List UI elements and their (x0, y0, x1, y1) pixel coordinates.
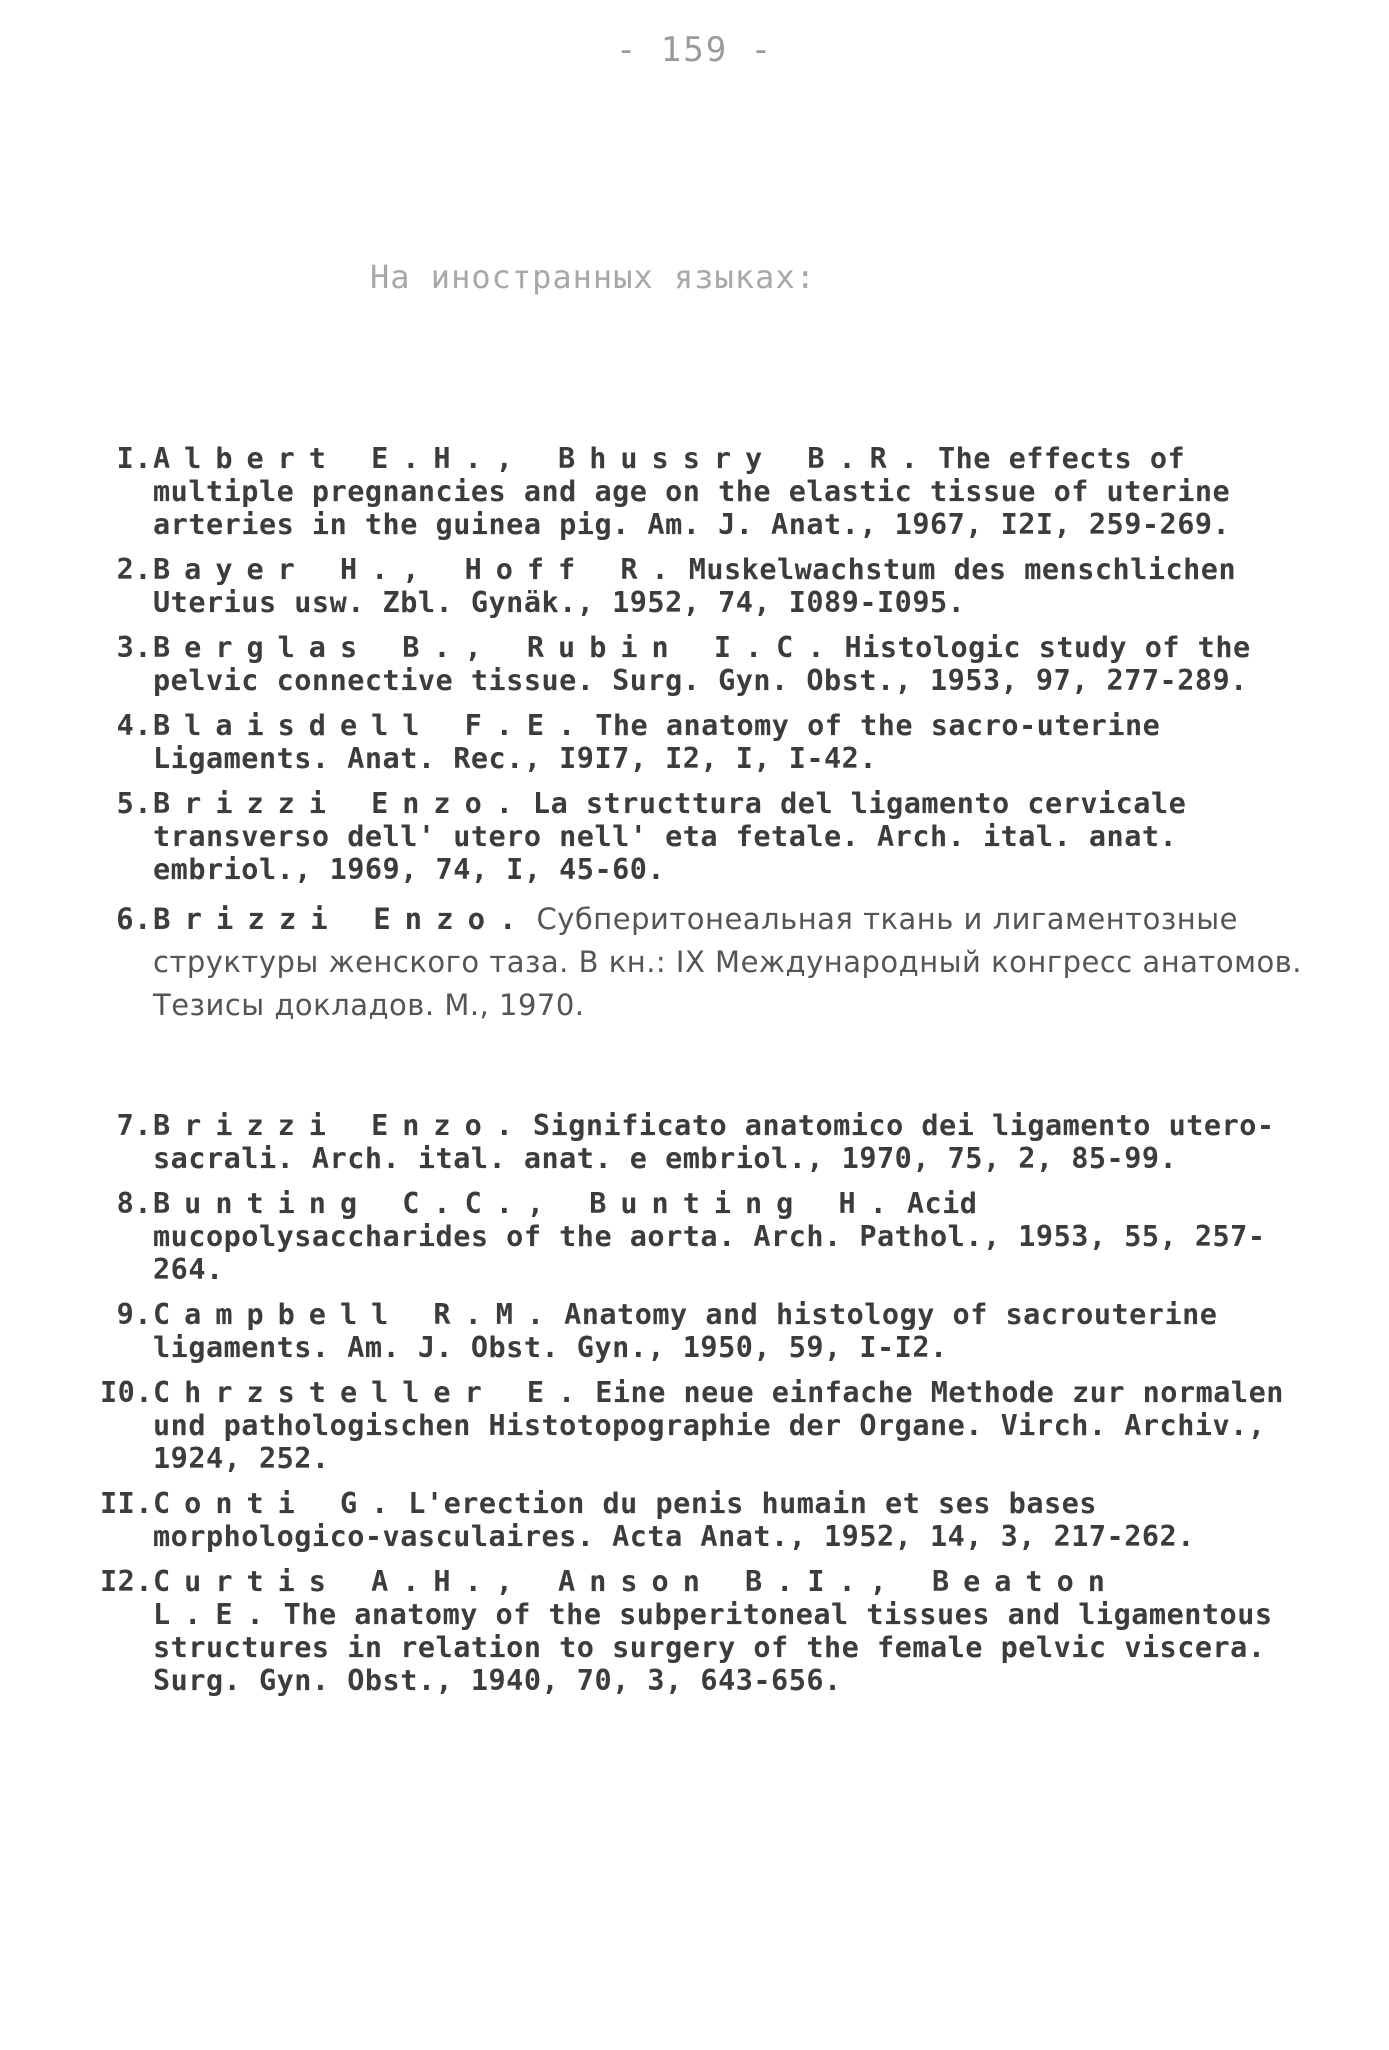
reference-number: I2. (100, 1565, 153, 1598)
reference-text: Acid mucopolysaccharides of the aorta. Arch. Pathol., 1953, 55, 257-264. (153, 1187, 1266, 1286)
reference-number: 9. (116, 1298, 152, 1331)
reference-list (100, 442, 1330, 1709)
reference-text: Субперитонеальная ткань и лигаментозные структуры женского таза. В кн.: IX Международный конгресс анатомов. Тезисы докладов. М., 1970. (153, 902, 1302, 1022)
reference-item (100, 553, 1330, 619)
reference-number: II. (100, 1487, 153, 1520)
reference-authors: Chrzsteller E. (153, 1376, 590, 1409)
reference-item (100, 1109, 1330, 1175)
reference-authors: Blaisdell F.E. (153, 709, 590, 742)
reference-number: 6. (116, 902, 152, 936)
reference-text: Anatomy and histology of sacrouterine ligaments. Am. J. Obst. Gyn., 1950, 59, I-I2. (153, 1298, 1218, 1364)
reference-item (100, 1187, 1330, 1286)
reference-text: Eine neue einfache Methode zur normalen und pathologischen Histotopographie der Organe. Virch. Archiv., 1924, 252. (153, 1376, 1284, 1475)
reference-authors: Bayer H., Hoff R. (153, 553, 683, 586)
reference-authors: Conti G. (153, 1487, 403, 1520)
reference-authors: Brizzi Enzo. (153, 787, 527, 820)
reference-number: 7. (116, 1109, 152, 1142)
reference-authors: Berglas B., Rubin I.C. (153, 631, 839, 664)
reference-text: The anatomy of the sacro-uterine Ligaments. Anat. Rec., I9I7, I2, I, I-42. (153, 709, 1161, 775)
reference-item (100, 709, 1330, 775)
section-title: На иностранных языках: (370, 258, 816, 296)
reference-text: Muskelwachstum des menschlichen Uterius usw. Zbl. Gynäk., 1952, 74, I089-I095. (153, 553, 1237, 619)
reference-number: I. (116, 442, 152, 475)
reference-authors: Brizzi Enzo. (153, 902, 531, 936)
reference-item (100, 898, 1330, 1027)
reference-item (100, 442, 1330, 541)
reference-number: I0. (100, 1376, 153, 1409)
reference-text: L'erection du penis humain et ses bases morphologico-vasculaires. Acta Anat., 1952, 14, 3, 217-262. (153, 1487, 1195, 1553)
page-number: - 159 - (615, 30, 774, 70)
reference-authors: Bunting C.C., Bunting H. (153, 1187, 901, 1220)
reference-number: 4. (116, 709, 152, 742)
reference-item (100, 787, 1330, 886)
reference-item (100, 631, 1330, 697)
reference-item (100, 1376, 1330, 1475)
reference-number: 5. (116, 787, 152, 820)
reference-item (100, 1565, 1330, 1697)
reference-number: 3. (116, 631, 152, 664)
reference-authors: Curtis A.H., Anson B.I., Beaton L.E. (153, 1565, 1119, 1631)
reference-text: Significato anatomico dei ligamento utero-sacrali. Arch. ital. anat. e embriol., 1970, 75, 2, 85-99. (153, 1109, 1275, 1175)
reference-item (100, 1298, 1330, 1364)
reference-authors: Albert E.H., Bhussry B.R. (153, 442, 932, 475)
reference-item (100, 1487, 1330, 1553)
reference-text: The effects of multiple pregnancies and age on the elastic tissue of uterine arteries in the guinea pig. Am. J. Anat., 1967, I2I, 259-269. (153, 442, 1231, 541)
reference-number: 2. (116, 553, 152, 586)
reference-text: The anatomy of the subperitoneal tissues and ligamentous structures in relation to surgery of the female pelvic viscera. Surg. Gyn. Obst., 1940, 70, 3, 643-656. (153, 1598, 1273, 1697)
reference-text: Histologic study of the pelvic connective tissue. Surg. Gyn. Obst., 1953, 97, 277-289. (153, 631, 1251, 697)
reference-authors: Brizzi Enzo. (153, 1109, 527, 1142)
reference-text: La structtura del ligamento cervicale transverso dell' utero nell' eta fetale. Arch. ital. anat. embriol., 1969, 74, I, 45-60. (153, 787, 1187, 886)
reference-number: 8. (116, 1187, 152, 1220)
reference-authors: Campbell R.M. (153, 1298, 559, 1331)
